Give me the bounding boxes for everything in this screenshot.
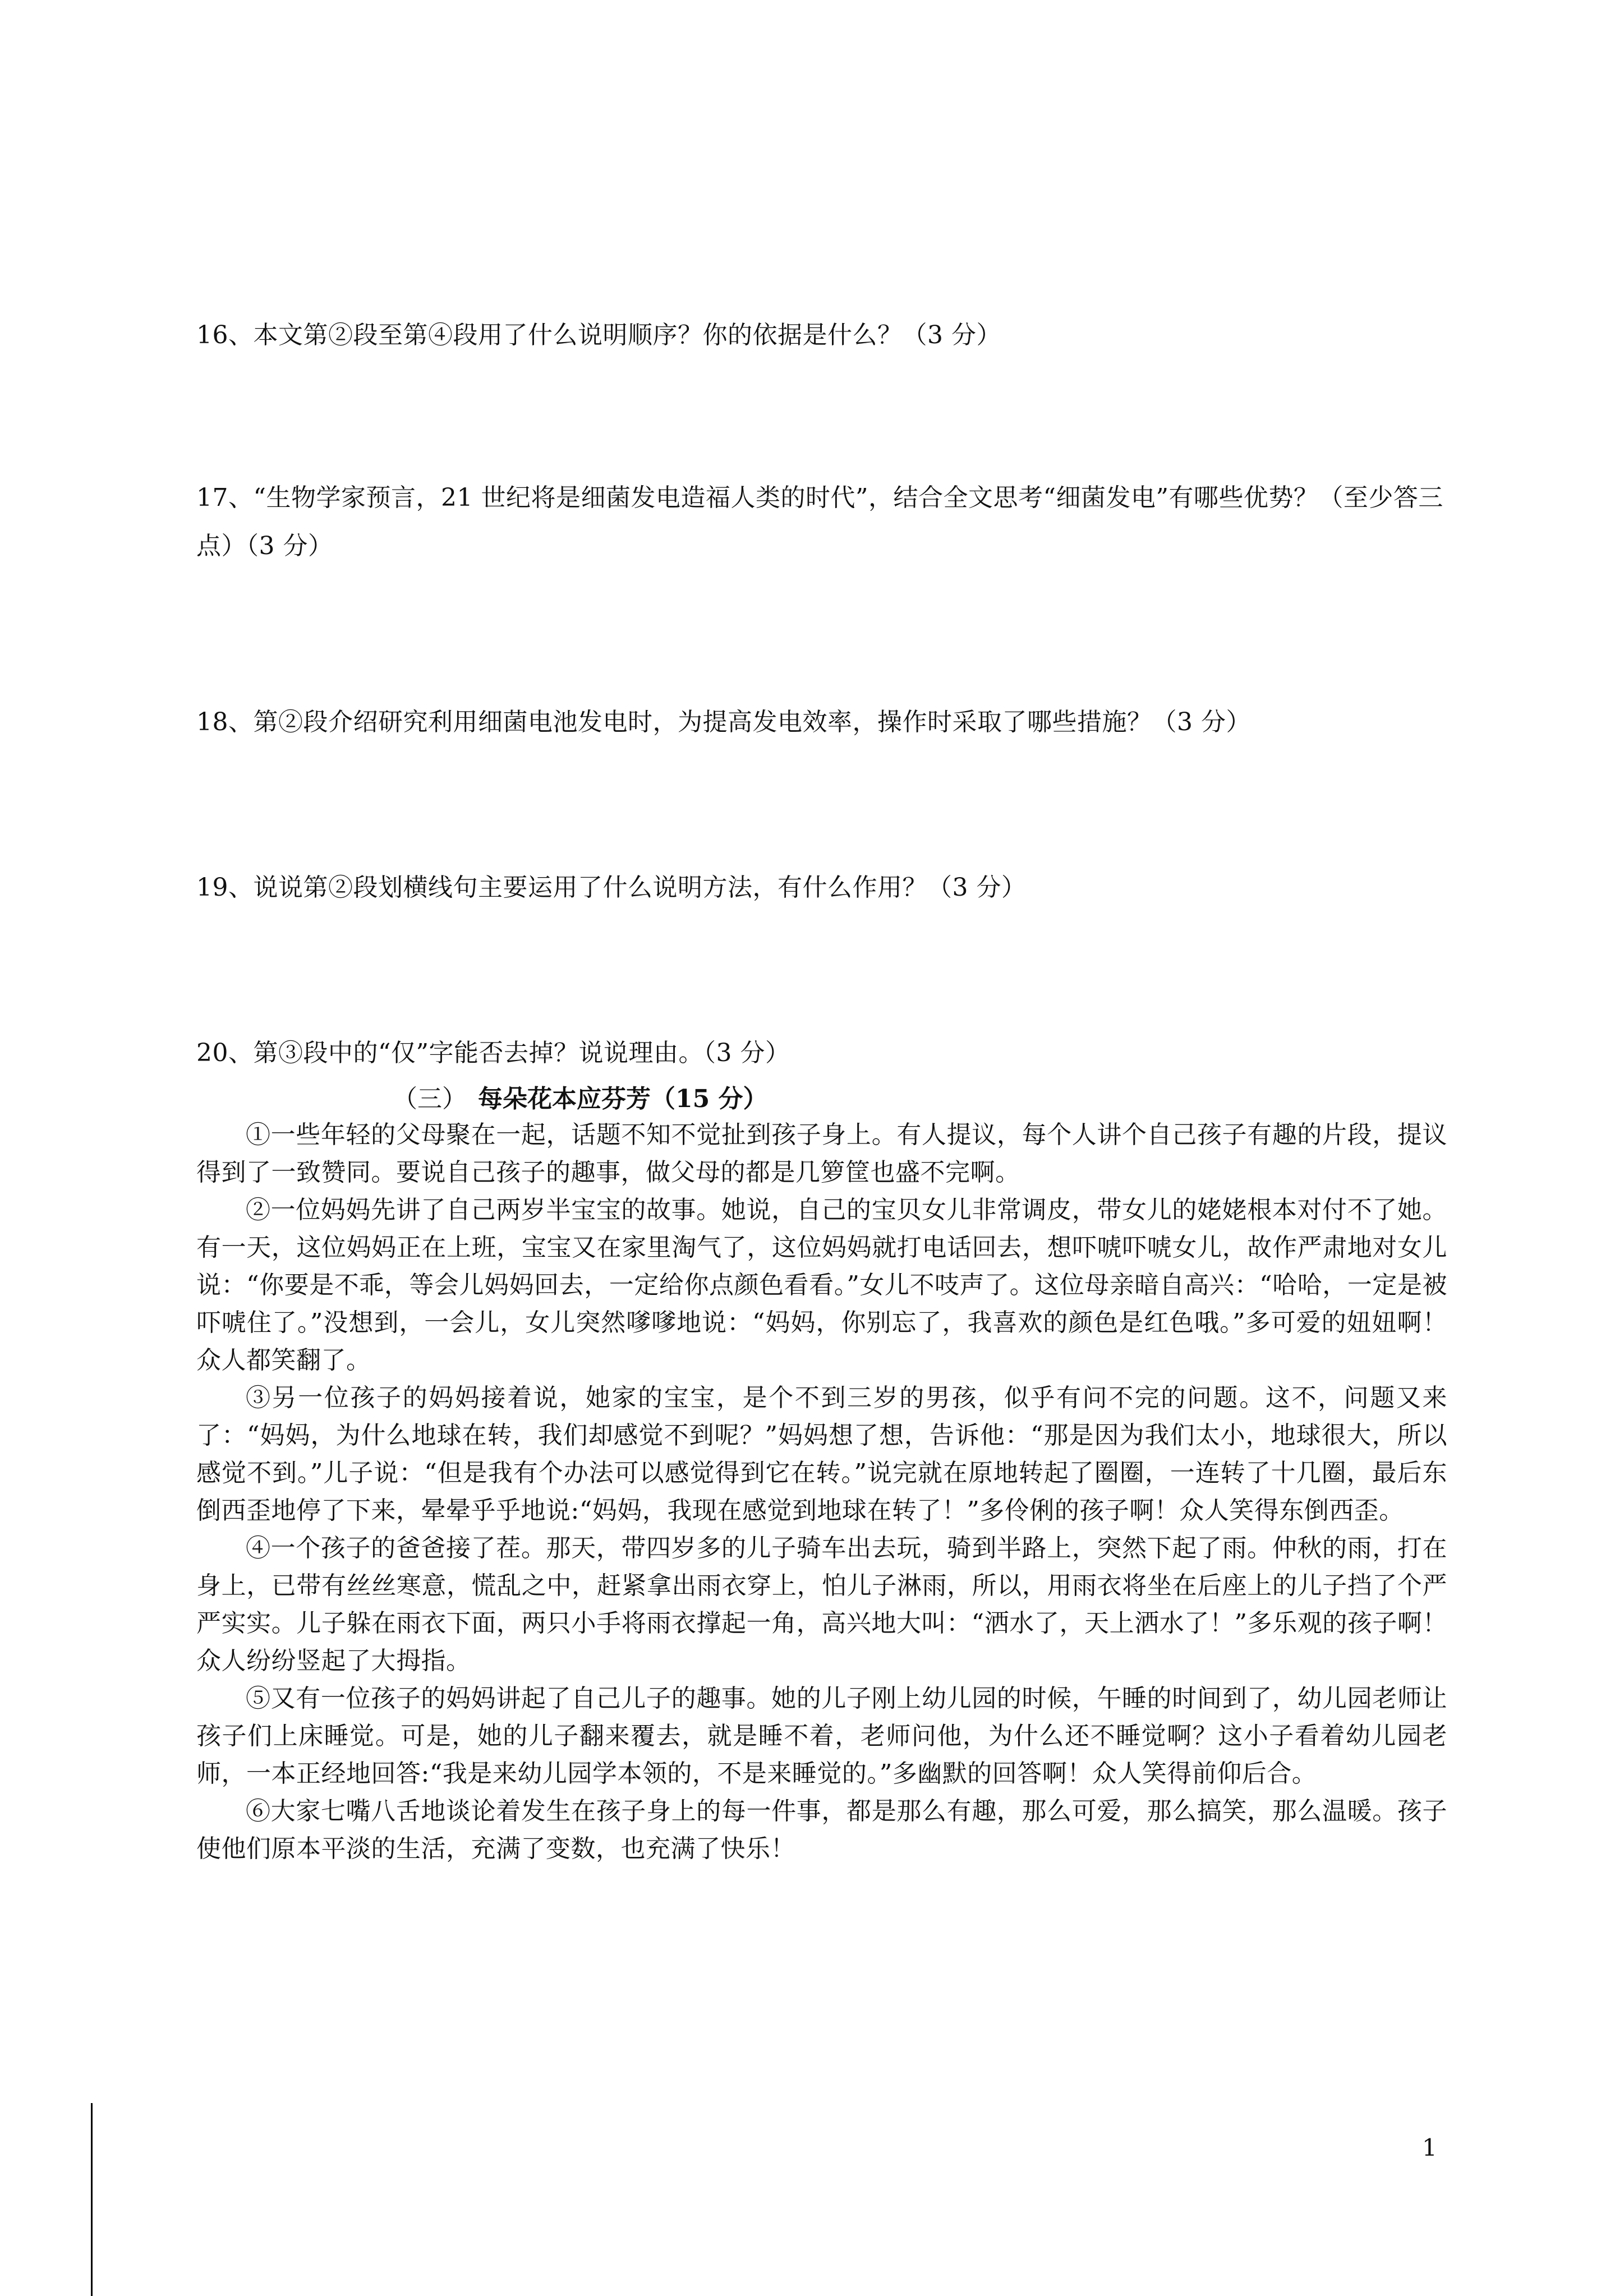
question-16: 16、本文第②段至第④段用了什么说明顺序？你的依据是什么？（3 分）	[196, 321, 1001, 349]
question-18: 18、第②段介绍研究利用细菌电池发电时，为提高发电效率，操作时采取了哪些措施？（3 分）	[196, 708, 1251, 736]
section-heading	[393, 1080, 768, 1119]
reading-passage	[196, 1116, 1447, 1868]
page-number: 1	[1422, 2134, 1437, 2161]
margin-rule	[91, 2103, 93, 2296]
question-20: 20、第③段中的“仅”字能否去掉？说说理由。（3 分）	[196, 1039, 790, 1067]
paragraph-6: ⑥大家七嘴八舌地谈论着发生在孩子身上的每一件事，都是那么有趣，那么可爱，那么搞笑，那么温暖。孩子使他们原本平淡的生活，充满了变数，也充满了快乐！	[196, 1797, 1447, 1863]
paragraph-1: ①一些年轻的父母聚在一起，话题不知不觉扯到孩子身上。有人提议，每个人讲个自己孩子有趣的片段，提议得到了一致赞同。要说自己孩子的趣事，做父母的都是几箩筐也盛不完啊。	[196, 1121, 1447, 1187]
paragraph-5: ⑤又有一位孩子的妈妈讲起了自己儿子的趣事。她的儿子刚上幼儿园的时候，午睡的时间到了，幼儿园老师让孩子们上床睡觉。可是，她的儿子翻来覆去，就是睡不着，老师问他，为什么还不睡觉啊？这小子看着幼儿园老师，一本正经地回答:“我是来幼儿园学本领的，不是来睡觉的。”多幽默的回答啊！众人笑得前仰后合。	[196, 1684, 1447, 1788]
question-17: 17、“生物学家预言，21 世纪将是细菌发电造福人类的时代”，结合全文思考“细菌发电”有哪些优势？（至少答三点）（3 分）	[196, 483, 1443, 560]
question-19: 19、说说第②段划横线句主要运用了什么说明方法，有什么作用？（3 分）	[196, 873, 1027, 902]
section-title: 每朵花本应芬芳（15 分）	[478, 1085, 768, 1113]
paragraph-4: ④一个孩子的爸爸接了茬。那天，带四岁多的儿子骑车出去玩，骑到半路上，突然下起了雨。仲秋的雨，打在身上，已带有丝丝寒意，慌乱之中，赶紧拿出雨衣穿上，怕儿子淋雨，所以，用雨衣将坐在后座上的儿子挡了个严严实实。儿子躲在雨衣下面，两只小手将雨衣撑起一角，高兴地大叫：“洒水了，天上洒水了！”多乐观的孩子啊！众人纷纷竖起了大拇指。	[196, 1534, 1447, 1675]
paragraph-2: ②一位妈妈先讲了自己两岁半宝宝的故事。她说，自己的宝贝女儿非常调皮，带女儿的姥姥根本对付不了她。有一天，这位妈妈正在上班，宝宝又在家里淘气了，这位妈妈就打电话回去，想吓唬吓唬女儿，故作严肃地对女儿说：“你要是不乖，等会儿妈妈回去，一定给你点颜色看看。”女儿不吱声了。这位母亲暗自高兴：“哈哈，一定是被吓唬住了。”没想到，一会儿，女儿突然嗲嗲地说：“妈妈，你别忘了，我喜欢的颜色是红色哦。”多可爱的妞妞啊！众人都笑翻了。	[196, 1196, 1447, 1375]
section-number: （三）	[393, 1085, 467, 1113]
paragraph-3: ③另一位孩子的妈妈接着说，她家的宝宝，是个不到三岁的男孩，似乎有问不完的问题。这不，问题又来了：“妈妈，为什么地球在转，我们却感觉不到呢？”妈妈想了想，告诉他：“那是因为我们太小，地球很大，所以感觉不到。”儿子说：“但是我有个办法可以感觉得到它在转。”说完就在原地转起了圈圈，一连转了十几圈，最后东倒西歪地停了下来，晕晕乎乎地说:“妈妈，我现在感觉到地球在转了！”多伶俐的孩子啊！众人笑得东倒西歪。	[196, 1384, 1447, 1525]
